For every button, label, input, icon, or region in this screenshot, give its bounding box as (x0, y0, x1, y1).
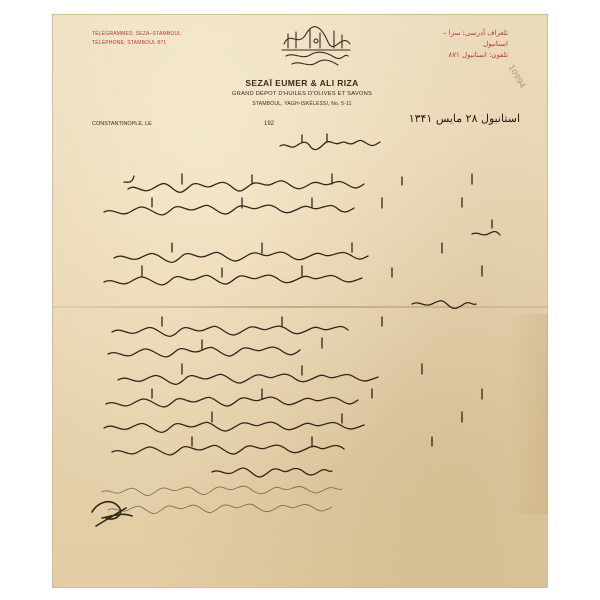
script-line-3 (472, 220, 500, 235)
script-line-1 (124, 174, 472, 192)
script-line-7 (112, 317, 382, 336)
script-line-12 (112, 437, 432, 455)
firm-address: STAMBOUL, YAGH-ISKÉLESSI, No. 5-11 (252, 101, 352, 107)
telephone-line-ottoman: تلفون: استانبول ۸۷۱ (448, 51, 508, 59)
dateline-ottoman: استانبول ۲۸ مایس ۱۳۴۱ (408, 112, 520, 125)
script-line-2 (104, 198, 462, 215)
script-line-15 (108, 504, 332, 514)
script-line-5 (104, 266, 482, 285)
script-line-13 (212, 468, 332, 477)
signature-stroke (92, 502, 132, 526)
letter-paper (52, 14, 548, 588)
pencil-archive-number: 10994 (506, 63, 527, 90)
script-line-4 (114, 243, 442, 262)
firm-name: SEZAÏ EUMER & ALI RIZA (245, 78, 359, 88)
telegram-line-ottoman: تلغراف آدرسی: سزا – استانبول (442, 29, 508, 48)
script-line-9 (118, 364, 422, 384)
script-line-10 (106, 389, 482, 407)
script-line-8 (108, 338, 322, 357)
dateline-city: CONSTANTINOPLE, LE (92, 121, 152, 127)
dateline-year: 192 (264, 121, 275, 127)
handwritten-letter-body (52, 14, 548, 588)
script-line-6 (412, 301, 476, 309)
script-line-14 (102, 486, 342, 496)
firm-subtitle: GRAND DÉPOT D'HUILES D'OLIVES ET SAVONS (231, 91, 373, 97)
salutation-stroke (280, 134, 380, 150)
script-line-11 (104, 412, 462, 432)
telegram-line: TÉLÉGRAMMES: SEZA–STAMBOUL (92, 31, 182, 37)
telephone-line: TÉLÉPHONE: STAMBOUL 871 (92, 40, 167, 46)
